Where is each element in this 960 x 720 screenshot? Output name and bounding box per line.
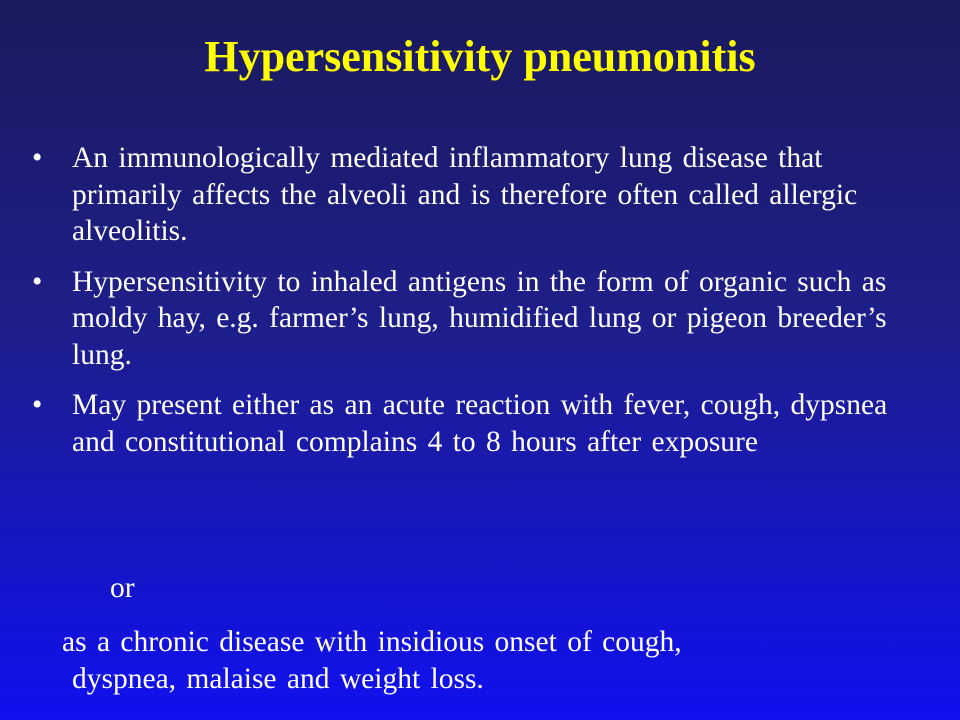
chronic-line-1: as a chronic disease with insidious onset of cough,	[62, 626, 682, 658]
bullet-text: Hypersensitivity to inhaled antigens in the form of organic such as moldy hay, e.g. farmer’s lung, humidified lung or pigeon breeder’s lung.	[72, 265, 887, 371]
bullet-text: May present either as an acute reaction with fever, cough, dypsnea and constitutional complains 4 to 8 hours after exposure	[72, 389, 888, 458]
bullet-dot-icon: •	[32, 265, 43, 298]
bullet-dot-icon: •	[32, 389, 43, 421]
slide-title: Hypersensitivity pneumonitis	[204, 32, 756, 81]
bullet-text: An immunologically mediated inflammatory lung disease that primarily affects the alveoli and is therefore often called allergic alveolitis.	[72, 142, 858, 247]
bullet-list	[30, 140, 930, 474]
or-connector-text: or	[110, 572, 135, 604]
chronic-presentation-text	[62, 624, 922, 697]
bullet-item-antigens	[30, 264, 930, 374]
bullet-item-definition	[30, 140, 930, 250]
chronic-line-2: dyspnea, malaise and weight loss.	[72, 662, 484, 695]
bullet-item-presentation	[30, 387, 930, 460]
bullet-dot-icon: •	[32, 142, 43, 174]
